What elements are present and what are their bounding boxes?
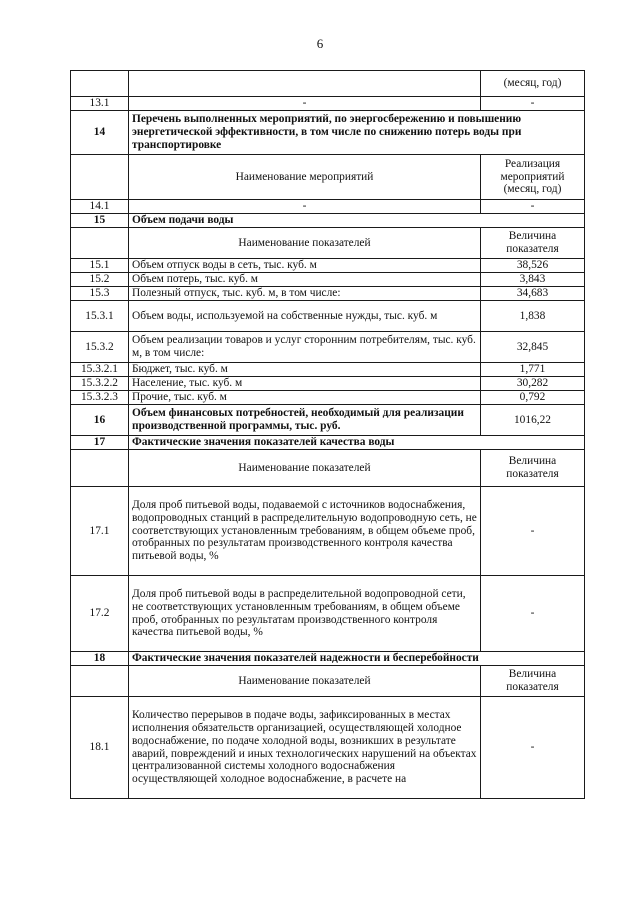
column-header: Величина показателя — [481, 450, 585, 487]
program-table — [70, 70, 585, 799]
row-description: Полезный отпуск, тыс. куб. м, в том числе: — [129, 287, 481, 301]
table-row — [71, 391, 585, 405]
table-row — [71, 273, 585, 287]
table-row — [71, 332, 585, 363]
table-row — [71, 405, 585, 436]
section-title: Фактические значения показателей надежности и бесперебойности — [129, 652, 585, 666]
table-row — [71, 363, 585, 377]
row-number: 15.3.2.3 — [71, 391, 129, 405]
row-value: 38,526 — [481, 259, 585, 273]
row-description: Прочие, тыс. куб. м — [129, 391, 481, 405]
row-number: 17.2 — [71, 576, 129, 652]
table-row — [71, 301, 585, 332]
row-description: Население, тыс. куб. м — [129, 377, 481, 391]
row-number — [71, 228, 129, 259]
row-description — [129, 71, 481, 97]
row-value: - — [481, 200, 585, 214]
row-value: 30,282 — [481, 377, 585, 391]
row-value: 34,683 — [481, 287, 585, 301]
row-number — [71, 155, 129, 200]
row-description: Объем потерь, тыс. куб. м — [129, 273, 481, 287]
table-row — [71, 287, 585, 301]
row-value: - — [481, 697, 585, 799]
row-number: 13.1 — [71, 97, 129, 111]
table-row — [71, 111, 585, 155]
table-row — [71, 200, 585, 214]
row-description: Доля проб питьевой воды в распределительной водопроводной сети, не соответствующих установленным требованиям, в общем объеме проб, отобранных по результатам производственного контроля качества питьевой воды, % — [129, 576, 481, 652]
table-row — [71, 487, 585, 576]
row-description: Количество перерывов в подаче воды, зафиксированных в местах исполнения обязательств организацией, осуществляющей холодное водоснабжение, по подаче холодной воды, возникших в результате аварий, повреждений и иных технологических нарушений на объектах централизованной системы холодного водоснабжения осуществляющей холодное водоснабжение, в расчете на — [129, 697, 481, 799]
row-description: - — [129, 200, 481, 214]
row-number: 15.3.2 — [71, 332, 129, 363]
row-number: 17.1 — [71, 487, 129, 576]
table-row — [71, 450, 585, 487]
table-row — [71, 97, 585, 111]
section-title: Перечень выполненных мероприятий, по энергосбережению и повышению энергетической эффективности, в том числе по снижению потерь воды при транспортировке — [129, 111, 585, 155]
row-description: - — [129, 97, 481, 111]
row-number: 14 — [71, 111, 129, 155]
row-number: 16 — [71, 405, 129, 436]
row-number: 18 — [71, 652, 129, 666]
table-row — [71, 214, 585, 228]
row-description: Объем реализации товаров и услуг сторонним потребителям, тыс. куб. м, в том числе: — [129, 332, 481, 363]
table-row — [71, 666, 585, 697]
row-number: 15.3.2.1 — [71, 363, 129, 377]
table-row — [71, 71, 585, 97]
table-row — [71, 377, 585, 391]
section-title: Объем подачи воды — [129, 214, 585, 228]
table-row — [71, 259, 585, 273]
row-description: Объем отпуск воды в сеть, тыс. куб. м — [129, 259, 481, 273]
table-row — [71, 576, 585, 652]
column-header: Наименование мероприятий — [129, 155, 481, 200]
table-row — [71, 436, 585, 450]
table-row — [71, 652, 585, 666]
column-header: Величина показателя — [481, 666, 585, 697]
row-number — [71, 71, 129, 97]
table-row — [71, 155, 585, 200]
column-header: Наименование показателей — [129, 666, 481, 697]
row-number: 15.2 — [71, 273, 129, 287]
row-value: (месяц, год) — [481, 71, 585, 97]
row-value: 0,792 — [481, 391, 585, 405]
row-number: 15.3 — [71, 287, 129, 301]
row-description: Бюджет, тыс. куб. м — [129, 363, 481, 377]
row-number: 17 — [71, 436, 129, 450]
row-value: 32,845 — [481, 332, 585, 363]
row-description: Объем воды, используемой на собственные нужды, тыс. куб. м — [129, 301, 481, 332]
row-number: 15.3.1 — [71, 301, 129, 332]
column-header: Наименование показателей — [129, 228, 481, 259]
row-value: - — [481, 487, 585, 576]
page-number: 6 — [316, 36, 324, 51]
row-number: 14.1 — [71, 200, 129, 214]
row-description: Доля проб питьевой воды, подаваемой с источников водоснабжения, водопроводных станций в распределительную водопроводную сеть, не соответствующих установленным требованиям, в общем объеме проб, отобранных по результатам производственного контроля качества питьевой воды, % — [129, 487, 481, 576]
column-header: Наименование показателей — [129, 450, 481, 487]
row-number: 15.3.2.2 — [71, 377, 129, 391]
row-description: Объем финансовых потребностей, необходимый для реализации производственной программы, тыс. руб. — [129, 405, 481, 436]
row-number — [71, 450, 129, 487]
row-number: 15.1 — [71, 259, 129, 273]
row-number — [71, 666, 129, 697]
row-value: 1016,22 — [481, 405, 585, 436]
row-value: 3,843 — [481, 273, 585, 287]
column-header: Величина показателя — [481, 228, 585, 259]
column-header: Реализация мероприятий (месяц, год) — [481, 155, 585, 200]
table-row — [71, 228, 585, 259]
section-title: Фактические значения показателей качества воды — [129, 436, 585, 450]
row-value: 1,771 — [481, 363, 585, 377]
row-value: 1,838 — [481, 301, 585, 332]
row-number: 18.1 — [71, 697, 129, 799]
table-row — [71, 697, 585, 799]
row-number: 15 — [71, 214, 129, 228]
row-value: - — [481, 97, 585, 111]
row-value: - — [481, 576, 585, 652]
